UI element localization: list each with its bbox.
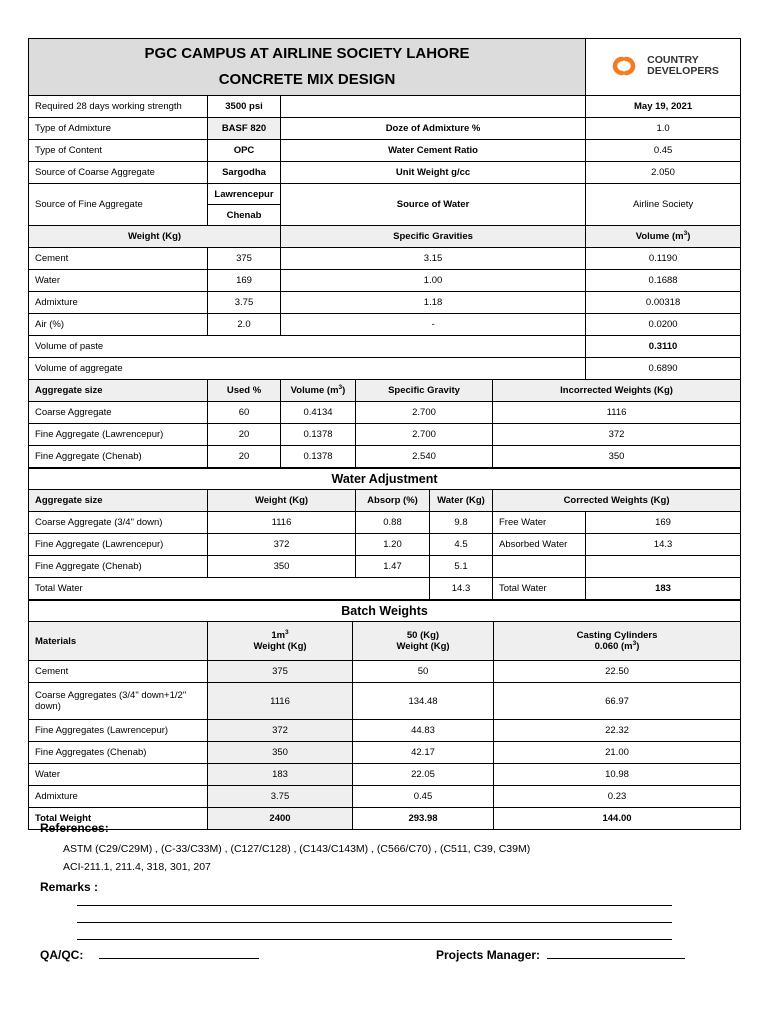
volume-header: Volume $(m^3)$	[586, 226, 741, 248]
aggregate-row: Fine Aggregate (Chenab) 20 0.1378 2.540 350	[29, 446, 741, 468]
aggregate-volume-value: 0.6890	[586, 358, 741, 380]
batch-row: Fine Aggregates (Lawrencepur) 372 44.83 22.32	[29, 720, 741, 742]
cd-logo-icon	[607, 55, 641, 77]
batch-weights-title: Batch Weights	[29, 601, 741, 622]
agg-sg-header: Specific Gravity	[356, 380, 493, 402]
paste-volume-value: 0.3110	[586, 336, 741, 358]
manager-label: Projects Manager:	[436, 948, 541, 962]
blank-cell	[281, 96, 586, 118]
wa-absorp-header: Absorp (%)	[356, 490, 430, 512]
wa-weight-header: Weight (Kg)	[208, 490, 356, 512]
aggregate-size-header: Aggregate size	[29, 380, 208, 402]
water-adjustment-row: Coarse Aggregate (3/4" down) 1116 0.88 9.8 Free Water 169	[29, 512, 741, 534]
remarks-line	[77, 922, 672, 923]
fine-source-value-1: Lawrencepur	[208, 184, 281, 205]
wa-total-corr-label: Total Water	[493, 578, 586, 600]
references-line-1: ASTM (C29/C29M) , (C-33/C33M) , (C127/C128) , (C143/C143M) , (C566/C70) , (C511, C39, C39M)	[63, 843, 531, 855]
batch-row: Water 183 22.05 10.98	[29, 764, 741, 786]
wa-size-header: Aggregate size	[29, 490, 208, 512]
materials-header: Materials	[29, 622, 208, 661]
wa-total-label: Total Water	[29, 578, 430, 600]
logo-text-line-1: COUNTRY	[647, 53, 699, 66]
remarks-title: Remarks :	[40, 880, 99, 894]
wc-ratio-value: 0.45	[586, 140, 741, 162]
aggregate-row: Fine Aggregate (Lawrencepur) 20 0.1378 2.700 372	[29, 424, 741, 446]
water-adjustment-row: Fine Aggregate (Chenab) 350 1.47 5.1	[29, 556, 741, 578]
batch-row: Fine Aggregates (Chenab) 350 42.17 21.00	[29, 742, 741, 764]
company-logo	[586, 39, 741, 96]
wa-corrected-header: Corrected Weights (Kg)	[493, 490, 741, 512]
doze-value: 1.0	[586, 118, 741, 140]
batch-row: Admixture 3.75 0.45 0.23	[29, 786, 741, 808]
qaqc-label: QA/QC:	[40, 948, 84, 962]
fine-source-value-2: Chenab	[208, 205, 281, 226]
references-title: References:	[40, 821, 109, 835]
remarks-line	[77, 905, 672, 906]
mix-row: Air (%) 2.0 - 0.0200	[29, 314, 741, 336]
title-line-2: CONCRETE MIX DESIGN	[218, 71, 396, 88]
batch-row: Cement 375 50 22.50	[29, 661, 741, 683]
total-weight-m3: 2400	[208, 808, 353, 830]
wa-total-value: 14.3	[430, 578, 493, 600]
mix-row: Cement 375 3.15 0.1190	[29, 248, 741, 270]
admixture-type-value: BASF 820	[208, 118, 281, 140]
fine-source-label: Source of Fine Aggregate	[29, 184, 208, 226]
aggregate-volume-label: Volume of aggregate	[29, 358, 586, 380]
qaqc-signoff	[40, 948, 259, 962]
content-label: Type of Content	[29, 140, 208, 162]
agg-volume-header: Volume $(m^3)$	[281, 380, 356, 402]
report-date: May 19, 2021	[586, 96, 741, 118]
strength-value: 3500 psi	[208, 96, 281, 118]
admixture-type-label: Type of Admixture	[29, 118, 208, 140]
qaqc-signature-line	[99, 948, 259, 959]
total-weight-kg50: 293.98	[353, 808, 494, 830]
incorrect-weight-header: Incorrected Weights (Kg)	[493, 380, 741, 402]
weight-header: Weight (Kg)	[29, 226, 281, 248]
mix-design-sheet	[28, 38, 740, 830]
logo-text-line-2: DEVELOPERS	[647, 64, 719, 77]
cylinders-header: Casting Cylinders 0.060 $(m^3)$	[494, 622, 741, 661]
water-source-value: Airline Society	[586, 184, 741, 226]
mix-design-table	[28, 38, 741, 468]
batch-row: Coarse Aggregates (3/4" down+1/2" down) 1116 134.48 66.97	[29, 683, 741, 720]
wa-water-header: Water (Kg)	[430, 490, 493, 512]
kg50-weight-header: 50 (Kg) Weight (Kg)	[353, 622, 494, 661]
wc-ratio-label: Water Cement Ratio	[281, 140, 586, 162]
coarse-source-value: Sargodha	[208, 162, 281, 184]
water-adjustment-row: Fine Aggregate (Lawrencepur) 372 1.20 4.5 Absorbed Water 14.3	[29, 534, 741, 556]
unit-weight-value: 2.050	[586, 162, 741, 184]
total-weight-cylinders: 144.00	[494, 808, 741, 830]
water-source-label: Source of Water	[281, 184, 586, 226]
total-weight-label: Total Weight	[29, 808, 208, 830]
title-line-1: PGC CAMPUS AT AIRLINE SOCIETY LAHORE	[144, 45, 470, 62]
coarse-source-label: Source of Coarse Aggregate	[29, 162, 208, 184]
water-adjustment-table	[28, 468, 741, 600]
paste-volume-label: Volume of paste	[29, 336, 586, 358]
references-line-2: ACI-211.1, 211.4, 318, 301, 207	[63, 861, 211, 873]
m3-weight-header: $1m^3$ Weight (Kg)	[208, 622, 353, 661]
wa-total-corr-value: 183	[586, 578, 741, 600]
mix-row: Water 169 1.00 0.1688	[29, 270, 741, 292]
manager-signoff	[436, 948, 685, 962]
report-title	[29, 39, 586, 96]
unit-weight-label: Unit Weight g/cc	[281, 162, 586, 184]
mix-row: Admixture 3.75 1.18 0.00318	[29, 292, 741, 314]
batch-weights-table	[28, 600, 741, 830]
strength-label: Required 28 days working strength	[29, 96, 208, 118]
water-adjustment-title: Water Adjustment	[29, 469, 741, 490]
sg-header: Specific Gravities	[281, 226, 586, 248]
aggregate-row: Coarse Aggregate 60 0.4134 2.700 1116	[29, 402, 741, 424]
content-value: OPC	[208, 140, 281, 162]
manager-signature-line	[547, 948, 685, 959]
remarks-line	[77, 939, 672, 940]
used-header: Used %	[208, 380, 281, 402]
doze-label: Doze of Admixture %	[281, 118, 586, 140]
